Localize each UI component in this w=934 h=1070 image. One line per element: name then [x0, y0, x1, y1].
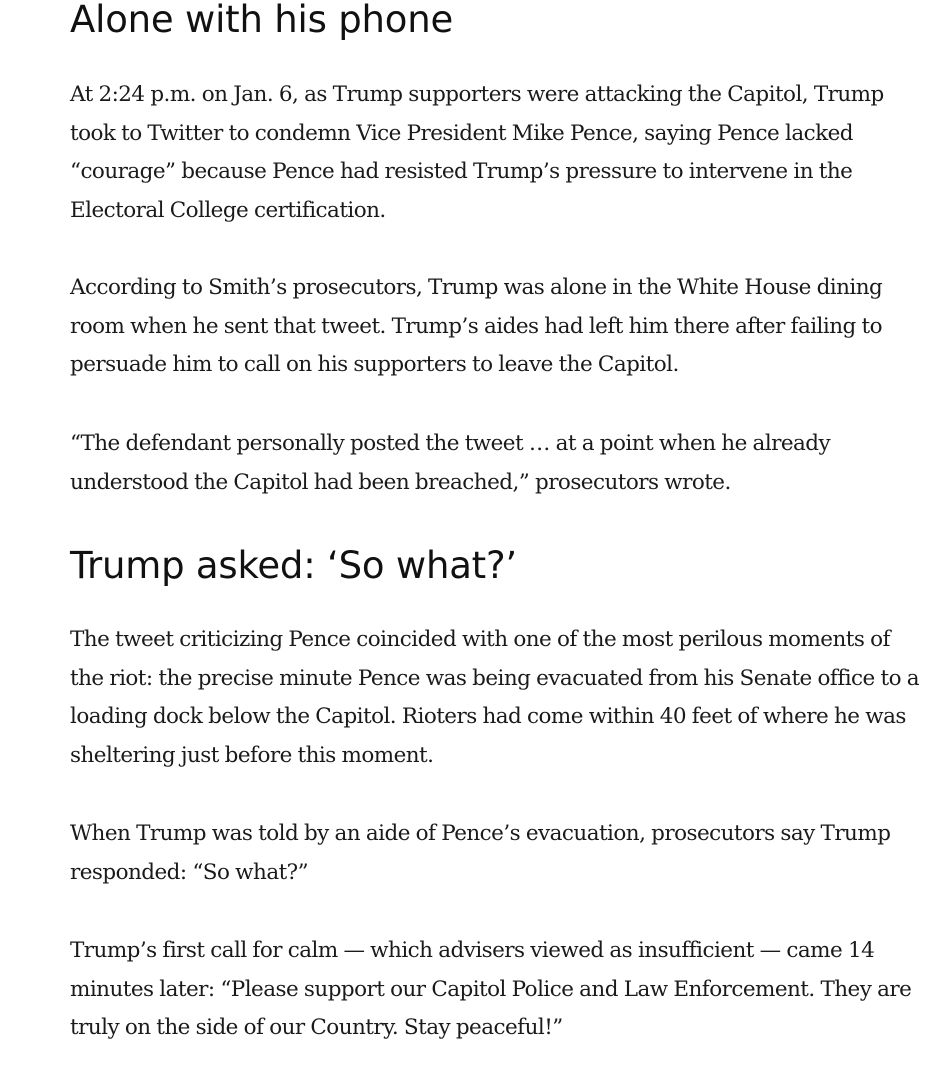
- section-heading-alone-with-phone: Alone with his phone: [70, 0, 454, 41]
- article-paragraph: At 2:24 p.m. on Jan. 6, as Trump supporters were attacking the Capitol, Trump took to Twitter to condemn Vice President Mike Pence, saying Pence lacked “courage” because Pence had resisted Trump’s pressure to intervene in the Electoral College certification.: [70, 82, 884, 223]
- section-heading-so-what: Trump asked: ‘So what?’: [70, 544, 517, 587]
- article-paragraph: According to Smith’s prosecutors, Trump was alone in the White House dining room when he sent that tweet. Trump’s aides had left him there after failing to persuade him to call on his supporters to leave the Capitol.: [70, 275, 883, 377]
- article-paragraph: Trump’s first call for calm — which advisers viewed as insufficient — came 14 minutes later: “Please support our Capitol Police and Law Enforcement. They are truly on the side of our Country. Stay peaceful!”: [70, 938, 912, 1040]
- article-paragraph: The tweet criticizing Pence coincided with one of the most perilous moments of the riot: the precise minute Pence was being evacuated from his Senate office to a loading dock below the Capitol. Rioters had come within 40 feet of where he was sheltering just before this moment.: [70, 627, 920, 768]
- article-quote-paragraph: “The defendant personally posted the tweet … at a point when he already understood the Capitol had been breached,” prosecutors wrote.: [70, 431, 831, 495]
- article-paragraph: When Trump was told by an aide of Pence’s evacuation, prosecutors say Trump responded: “So what?”: [70, 821, 891, 885]
